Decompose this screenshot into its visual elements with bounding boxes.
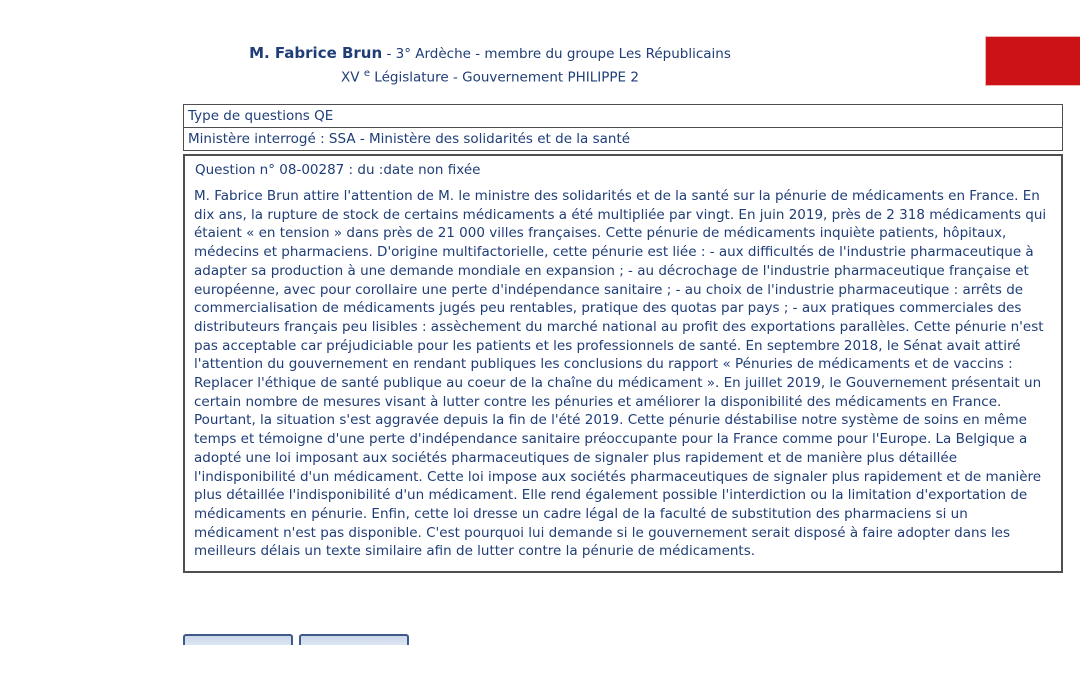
bottom-button-bar bbox=[183, 634, 409, 645]
question-number-line: Question n° 08-00287 : du :date non fixée bbox=[195, 162, 481, 178]
question-text: M. Fabrice Brun attire l'attention de M. le ministre des solidarités et de la santé sur la pénurie de médicaments en France. En dix ans, la rupture de stock de certains médicaments a été multipliée par vingt. En juin 2019, près de 2 318 médicaments qui étaient « en tension » dans près de 21 000 villes françaises. Cette pénurie de médicaments inquiète patients, hôpitaux, médecins et pharmaciens. D'origine multifactorielle, cette pénurie est liée : - aux difficultés de l'industrie pharmaceutique à adapter sa production à une demande mondiale en expansion ; - au décrochage de l'industrie pharmaceutique française et européenne, avec pour corollaire une perte d'indépendance sanitaire ; - au choix de l'industrie pharmaceutique : arrêts de commercialisation de médicaments jugés peu rentables, pratique des quotas par pays ; - aux pratiques commerciales des distributeurs français peu lisibles : assèchement du marché national au profit des exportations parallèles. Cette pénurie n'est pas acceptable car préjudiciable pour les patients et les professionnels de santé. En septembre 2018, le Sénat avait attiré l'attention du gouvernement en rendant publiques les conclusions du rapport « Pénuries de médicaments et de vaccins : Replacer l'éthique de santé publique au coeur de la chaîne du médicament ». En juillet 2019, le Gouvernement présentait un certain nombre de mesures visant à lutter contre les pénuries et améliorer la disponibilité des médicaments en France. Pourtant, la situation s'est aggravée depuis la fin de l'été 2019. Cette pénurie déstabilise notre système de soins en même temps et témoigne d'une perte d'indépendance sanitaire préoccupante pour la France comme pour l'Europe. La Belgique a adopté une loi imposant aux sociétés pharmaceutiques de signaler plus rapidement et de manière plus détaillée l'indisponibilité d'un médicament. Cette loi impose aux sociétés pharmaceutiques de signaler plus rapidement et de manière plus détaillée l'indisponibilité d'un médicament. Elle rend également possible l'interdiction ou la limitation d'exportation de médicaments en pénurie. Enfin, cette loi dresse un cadre légal de la faculté de substitution des pharmaciens si un médicament n'est pas disponible. C'est pourquoi lui demande si le gouvernement serait disposé à faire adopter dans les meilleurs délais un texte similaire afin de lutter contre la pénurie de médicaments. bbox=[194, 188, 1047, 560]
page-header bbox=[0, 43, 980, 88]
question-type-row: Type de questions QE bbox=[183, 104, 1063, 128]
question-body-box bbox=[183, 154, 1063, 573]
legislature-number: XV bbox=[341, 69, 360, 86]
question-table bbox=[183, 104, 1063, 573]
deputy-header-line bbox=[0, 43, 980, 64]
legislature-line bbox=[0, 64, 980, 88]
deputy-details: - 3° Ardèche - membre du groupe Les Républicains bbox=[382, 46, 731, 62]
ministry-row: Ministère interrogé : SSA - Ministère des solidarités et de la santé bbox=[183, 127, 1063, 151]
legislature-government: Législature - Gouvernement PHILIPPE 2 bbox=[374, 69, 639, 86]
action-button-right[interactable] bbox=[299, 634, 409, 645]
deputy-name: M. Fabrice Brun bbox=[249, 44, 383, 62]
legislature-ordinal-sup: e bbox=[363, 68, 370, 79]
red-banner-corner bbox=[985, 36, 1080, 86]
action-button-left[interactable] bbox=[183, 634, 293, 645]
